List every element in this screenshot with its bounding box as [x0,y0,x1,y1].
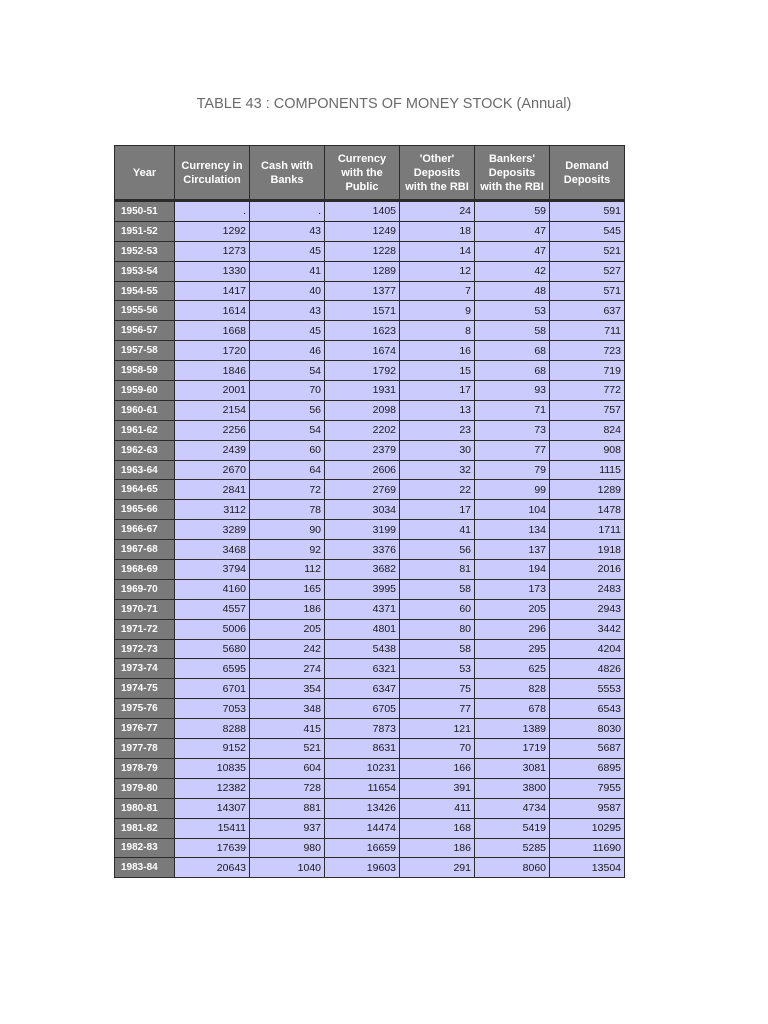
other-deposits-rbi-cell: 166 [400,758,475,778]
demand-deposits-cell: 3442 [550,619,625,639]
demand-deposits-cell: 1918 [550,540,625,560]
demand-deposits-cell: 6895 [550,758,625,778]
demand-deposits-cell: 5687 [550,739,625,759]
table-row [115,838,625,858]
currency-in-circulation-cell: 2841 [175,480,250,500]
year-cell: 1976-77 [115,719,175,739]
other-deposits-rbi-cell: 14 [400,241,475,261]
cash-with-banks-cell: 92 [250,540,325,560]
demand-deposits-cell: 10295 [550,818,625,838]
bankers-deposits-rbi-cell: 678 [475,699,550,719]
currency-in-circulation-cell: 3468 [175,540,250,560]
bankers-deposits-rbi-cell: 68 [475,361,550,381]
currency-in-circulation-cell: 4557 [175,599,250,619]
demand-deposits-cell: 5553 [550,679,625,699]
currency-with-public-cell: 3682 [325,560,400,580]
currency-with-public-cell: 19603 [325,858,400,878]
currency-with-public-cell: 4801 [325,619,400,639]
bankers-deposits-rbi-cell: 828 [475,679,550,699]
other-deposits-rbi-cell: 168 [400,818,475,838]
currency-in-circulation-cell: 15411 [175,818,250,838]
currency-with-public-cell: 10231 [325,758,400,778]
year-cell: 1982-83 [115,838,175,858]
currency-with-public-cell: 2769 [325,480,400,500]
year-cell: 1958-59 [115,361,175,381]
other-deposits-rbi-cell: 8 [400,321,475,341]
other-deposits-rbi-cell: 24 [400,201,475,222]
currency-with-public-cell: 1571 [325,301,400,321]
other-deposits-rbi-cell: 58 [400,639,475,659]
table-row [115,679,625,699]
currency-with-public-cell: 2379 [325,440,400,460]
bankers-deposits-rbi-cell: 134 [475,520,550,540]
header-cash-with-banks: Cash with Banks [250,146,325,201]
other-deposits-rbi-cell: 75 [400,679,475,699]
other-deposits-rbi-cell: 58 [400,579,475,599]
other-deposits-rbi-cell: 22 [400,480,475,500]
cash-with-banks-cell: 64 [250,460,325,480]
header-currency-with-public: Currency with the Public [325,146,400,201]
table-body [115,201,625,878]
bankers-deposits-rbi-cell: 173 [475,579,550,599]
currency-with-public-cell: 1377 [325,281,400,301]
demand-deposits-cell: 4204 [550,639,625,659]
year-cell: 1957-58 [115,341,175,361]
currency-in-circulation-cell: 2001 [175,381,250,401]
demand-deposits-cell: 571 [550,281,625,301]
bankers-deposits-rbi-cell: 77 [475,440,550,460]
cash-with-banks-cell: 45 [250,321,325,341]
demand-deposits-cell: 9587 [550,798,625,818]
cash-with-banks-cell: 980 [250,838,325,858]
demand-deposits-cell: 2943 [550,599,625,619]
bankers-deposits-rbi-cell: 58 [475,321,550,341]
other-deposits-rbi-cell: 41 [400,520,475,540]
other-deposits-rbi-cell: 70 [400,739,475,759]
table-row [115,341,625,361]
bankers-deposits-rbi-cell: 137 [475,540,550,560]
table-row [115,301,625,321]
bankers-deposits-rbi-cell: 99 [475,480,550,500]
currency-with-public-cell: 4371 [325,599,400,619]
table-row [115,778,625,798]
cash-with-banks-cell: 40 [250,281,325,301]
demand-deposits-cell: 545 [550,221,625,241]
demand-deposits-cell: 711 [550,321,625,341]
currency-in-circulation-cell: 6595 [175,659,250,679]
cash-with-banks-cell: 45 [250,241,325,261]
other-deposits-rbi-cell: 81 [400,560,475,580]
year-cell: 1969-70 [115,579,175,599]
currency-with-public-cell: 2098 [325,400,400,420]
demand-deposits-cell: 723 [550,341,625,361]
cash-with-banks-cell: 348 [250,699,325,719]
other-deposits-rbi-cell: 7 [400,281,475,301]
currency-with-public-cell: 1623 [325,321,400,341]
demand-deposits-cell: 591 [550,201,625,222]
demand-deposits-cell: 1711 [550,520,625,540]
cash-with-banks-cell: 46 [250,341,325,361]
year-cell: 1961-62 [115,420,175,440]
year-cell: 1974-75 [115,679,175,699]
cash-with-banks-cell: 937 [250,818,325,838]
cash-with-banks-cell: 242 [250,639,325,659]
table-row [115,719,625,739]
cash-with-banks-cell: 54 [250,361,325,381]
currency-with-public-cell: 5438 [325,639,400,659]
currency-with-public-cell: 7873 [325,719,400,739]
other-deposits-rbi-cell: 30 [400,440,475,460]
currency-with-public-cell: 8631 [325,739,400,759]
demand-deposits-cell: 8030 [550,719,625,739]
year-cell: 1980-81 [115,798,175,818]
year-cell: 1971-72 [115,619,175,639]
bankers-deposits-rbi-cell: 68 [475,341,550,361]
currency-in-circulation-cell: 7053 [175,699,250,719]
other-deposits-rbi-cell: 186 [400,838,475,858]
currency-with-public-cell: 3995 [325,579,400,599]
year-cell: 1963-64 [115,460,175,480]
demand-deposits-cell: 772 [550,381,625,401]
demand-deposits-cell: 2483 [550,579,625,599]
cash-with-banks-cell: 186 [250,599,325,619]
bankers-deposits-rbi-cell: 8060 [475,858,550,878]
currency-in-circulation-cell: 10835 [175,758,250,778]
other-deposits-rbi-cell: 18 [400,221,475,241]
currency-in-circulation-cell: 3289 [175,520,250,540]
currency-in-circulation-cell: 1417 [175,281,250,301]
currency-in-circulation-cell: 1614 [175,301,250,321]
table-row [115,858,625,878]
other-deposits-rbi-cell: 411 [400,798,475,818]
currency-with-public-cell: 2202 [325,420,400,440]
table-row [115,659,625,679]
bankers-deposits-rbi-cell: 5285 [475,838,550,858]
page-title: TABLE 43 : COMPONENTS OF MONEY STOCK (Annual) [196,96,572,112]
currency-in-circulation-cell: 1292 [175,221,250,241]
year-cell: 1983-84 [115,858,175,878]
demand-deposits-cell: 4826 [550,659,625,679]
bankers-deposits-rbi-cell: 1389 [475,719,550,739]
cash-with-banks-cell: 54 [250,420,325,440]
table-row [115,281,625,301]
currency-with-public-cell: 2606 [325,460,400,480]
year-cell: 1960-61 [115,400,175,420]
other-deposits-rbi-cell: 17 [400,500,475,520]
currency-with-public-cell: 3199 [325,520,400,540]
table-row [115,818,625,838]
bankers-deposits-rbi-cell: 59 [475,201,550,222]
currency-in-circulation-cell: 2256 [175,420,250,440]
table-row [115,400,625,420]
other-deposits-rbi-cell: 121 [400,719,475,739]
header-currency-in-circulation: Currency in Circulation [175,146,250,201]
table-row [115,639,625,659]
other-deposits-rbi-cell: 291 [400,858,475,878]
currency-in-circulation-cell: 1720 [175,341,250,361]
currency-in-circulation-cell: 1846 [175,361,250,381]
table-row [115,798,625,818]
bankers-deposits-rbi-cell: 79 [475,460,550,480]
year-cell: 1977-78 [115,739,175,759]
table-row [115,500,625,520]
bankers-deposits-rbi-cell: 296 [475,619,550,639]
cash-with-banks-cell: 274 [250,659,325,679]
demand-deposits-cell: 527 [550,261,625,281]
header-demand-deposits: Demand Deposits [550,146,625,201]
table-row [115,599,625,619]
demand-deposits-cell: 637 [550,301,625,321]
cash-with-banks-cell: 881 [250,798,325,818]
header-bankers-deposits-rbi: Bankers' Deposits with the RBI [475,146,550,201]
table-row [115,361,625,381]
year-cell: 1962-63 [115,440,175,460]
other-deposits-rbi-cell: 12 [400,261,475,281]
currency-in-circulation-cell: 12382 [175,778,250,798]
demand-deposits-cell: 11690 [550,838,625,858]
other-deposits-rbi-cell: 60 [400,599,475,619]
other-deposits-rbi-cell: 80 [400,619,475,639]
other-deposits-rbi-cell: 15 [400,361,475,381]
year-cell: 1955-56 [115,301,175,321]
cash-with-banks-cell: 354 [250,679,325,699]
demand-deposits-cell: 2016 [550,560,625,580]
year-cell: 1978-79 [115,758,175,778]
cash-with-banks-cell: 70 [250,381,325,401]
year-cell: 1954-55 [115,281,175,301]
cash-with-banks-cell: 205 [250,619,325,639]
cash-with-banks-cell: 1040 [250,858,325,878]
cash-with-banks-cell: 604 [250,758,325,778]
other-deposits-rbi-cell: 77 [400,699,475,719]
currency-in-circulation-cell: 17639 [175,838,250,858]
cash-with-banks-cell: 41 [250,261,325,281]
table-row [115,321,625,341]
cash-with-banks-cell: 521 [250,739,325,759]
year-cell: 1967-68 [115,540,175,560]
table-row [115,460,625,480]
table-row [115,480,625,500]
year-cell: 1968-69 [115,560,175,580]
header-other-deposits-rbi: 'Other' Deposits with the RBI [400,146,475,201]
year-cell: 1979-80 [115,778,175,798]
other-deposits-rbi-cell: 53 [400,659,475,679]
bankers-deposits-rbi-cell: 47 [475,241,550,261]
currency-in-circulation-cell: 5680 [175,639,250,659]
year-cell: 1956-57 [115,321,175,341]
demand-deposits-cell: 1289 [550,480,625,500]
currency-in-circulation-cell: 8288 [175,719,250,739]
cash-with-banks-cell: 43 [250,301,325,321]
table-row [115,221,625,241]
bankers-deposits-rbi-cell: 3081 [475,758,550,778]
demand-deposits-cell: 1115 [550,460,625,480]
table-row [115,420,625,440]
bankers-deposits-rbi-cell: 194 [475,560,550,580]
currency-in-circulation-cell: . [175,201,250,222]
currency-with-public-cell: 16659 [325,838,400,858]
bankers-deposits-rbi-cell: 48 [475,281,550,301]
other-deposits-rbi-cell: 13 [400,400,475,420]
other-deposits-rbi-cell: 16 [400,341,475,361]
currency-in-circulation-cell: 14307 [175,798,250,818]
table-row [115,201,625,222]
cash-with-banks-cell: . [250,201,325,222]
other-deposits-rbi-cell: 9 [400,301,475,321]
bankers-deposits-rbi-cell: 42 [475,261,550,281]
currency-in-circulation-cell: 3112 [175,500,250,520]
bankers-deposits-rbi-cell: 53 [475,301,550,321]
currency-with-public-cell: 6321 [325,659,400,679]
demand-deposits-cell: 13504 [550,858,625,878]
currency-with-public-cell: 1289 [325,261,400,281]
cash-with-banks-cell: 415 [250,719,325,739]
table-row [115,579,625,599]
year-cell: 1975-76 [115,699,175,719]
demand-deposits-cell: 521 [550,241,625,261]
currency-in-circulation-cell: 1668 [175,321,250,341]
table-row [115,241,625,261]
table-row [115,699,625,719]
table-row [115,739,625,759]
demand-deposits-cell: 757 [550,400,625,420]
cash-with-banks-cell: 90 [250,520,325,540]
other-deposits-rbi-cell: 56 [400,540,475,560]
currency-in-circulation-cell: 4160 [175,579,250,599]
other-deposits-rbi-cell: 17 [400,381,475,401]
year-cell: 1972-73 [115,639,175,659]
currency-with-public-cell: 11654 [325,778,400,798]
cash-with-banks-cell: 72 [250,480,325,500]
currency-in-circulation-cell: 2670 [175,460,250,480]
currency-with-public-cell: 1249 [325,221,400,241]
bankers-deposits-rbi-cell: 104 [475,500,550,520]
table-row [115,261,625,281]
table-row [115,520,625,540]
cash-with-banks-cell: 165 [250,579,325,599]
year-cell: 1951-52 [115,221,175,241]
money-stock-table [114,145,625,878]
currency-with-public-cell: 1931 [325,381,400,401]
cash-with-banks-cell: 56 [250,400,325,420]
currency-in-circulation-cell: 9152 [175,739,250,759]
demand-deposits-cell: 719 [550,361,625,381]
other-deposits-rbi-cell: 32 [400,460,475,480]
bankers-deposits-rbi-cell: 1719 [475,739,550,759]
bankers-deposits-rbi-cell: 5419 [475,818,550,838]
table-row [115,758,625,778]
cash-with-banks-cell: 728 [250,778,325,798]
currency-with-public-cell: 14474 [325,818,400,838]
year-cell: 1965-66 [115,500,175,520]
year-cell: 1981-82 [115,818,175,838]
currency-with-public-cell: 6705 [325,699,400,719]
cash-with-banks-cell: 60 [250,440,325,460]
currency-in-circulation-cell: 6701 [175,679,250,699]
cash-with-banks-cell: 78 [250,500,325,520]
currency-with-public-cell: 3376 [325,540,400,560]
bankers-deposits-rbi-cell: 625 [475,659,550,679]
other-deposits-rbi-cell: 23 [400,420,475,440]
year-cell: 1973-74 [115,659,175,679]
currency-with-public-cell: 3034 [325,500,400,520]
table-row [115,560,625,580]
table-header-row [115,146,625,201]
bankers-deposits-rbi-cell: 3800 [475,778,550,798]
year-cell: 1952-53 [115,241,175,261]
year-cell: 1959-60 [115,381,175,401]
currency-in-circulation-cell: 2154 [175,400,250,420]
currency-with-public-cell: 13426 [325,798,400,818]
currency-in-circulation-cell: 1273 [175,241,250,261]
bankers-deposits-rbi-cell: 295 [475,639,550,659]
cash-with-banks-cell: 43 [250,221,325,241]
currency-with-public-cell: 6347 [325,679,400,699]
year-cell: 1964-65 [115,480,175,500]
demand-deposits-cell: 6543 [550,699,625,719]
currency-in-circulation-cell: 3794 [175,560,250,580]
year-cell: 1953-54 [115,261,175,281]
currency-with-public-cell: 1792 [325,361,400,381]
other-deposits-rbi-cell: 391 [400,778,475,798]
demand-deposits-cell: 824 [550,420,625,440]
bankers-deposits-rbi-cell: 71 [475,400,550,420]
currency-with-public-cell: 1674 [325,341,400,361]
currency-with-public-cell: 1405 [325,201,400,222]
currency-in-circulation-cell: 2439 [175,440,250,460]
demand-deposits-cell: 1478 [550,500,625,520]
year-cell: 1950-51 [115,201,175,222]
table-row [115,381,625,401]
table-row [115,440,625,460]
cash-with-banks-cell: 112 [250,560,325,580]
bankers-deposits-rbi-cell: 47 [475,221,550,241]
bankers-deposits-rbi-cell: 205 [475,599,550,619]
currency-in-circulation-cell: 1330 [175,261,250,281]
currency-in-circulation-cell: 20643 [175,858,250,878]
table-row [115,540,625,560]
table-row [115,619,625,639]
year-cell: 1966-67 [115,520,175,540]
currency-in-circulation-cell: 5006 [175,619,250,639]
bankers-deposits-rbi-cell: 93 [475,381,550,401]
currency-with-public-cell: 1228 [325,241,400,261]
bankers-deposits-rbi-cell: 4734 [475,798,550,818]
bankers-deposits-rbi-cell: 73 [475,420,550,440]
year-cell: 1970-71 [115,599,175,619]
header-year: Year [115,146,175,201]
demand-deposits-cell: 7955 [550,778,625,798]
demand-deposits-cell: 908 [550,440,625,460]
